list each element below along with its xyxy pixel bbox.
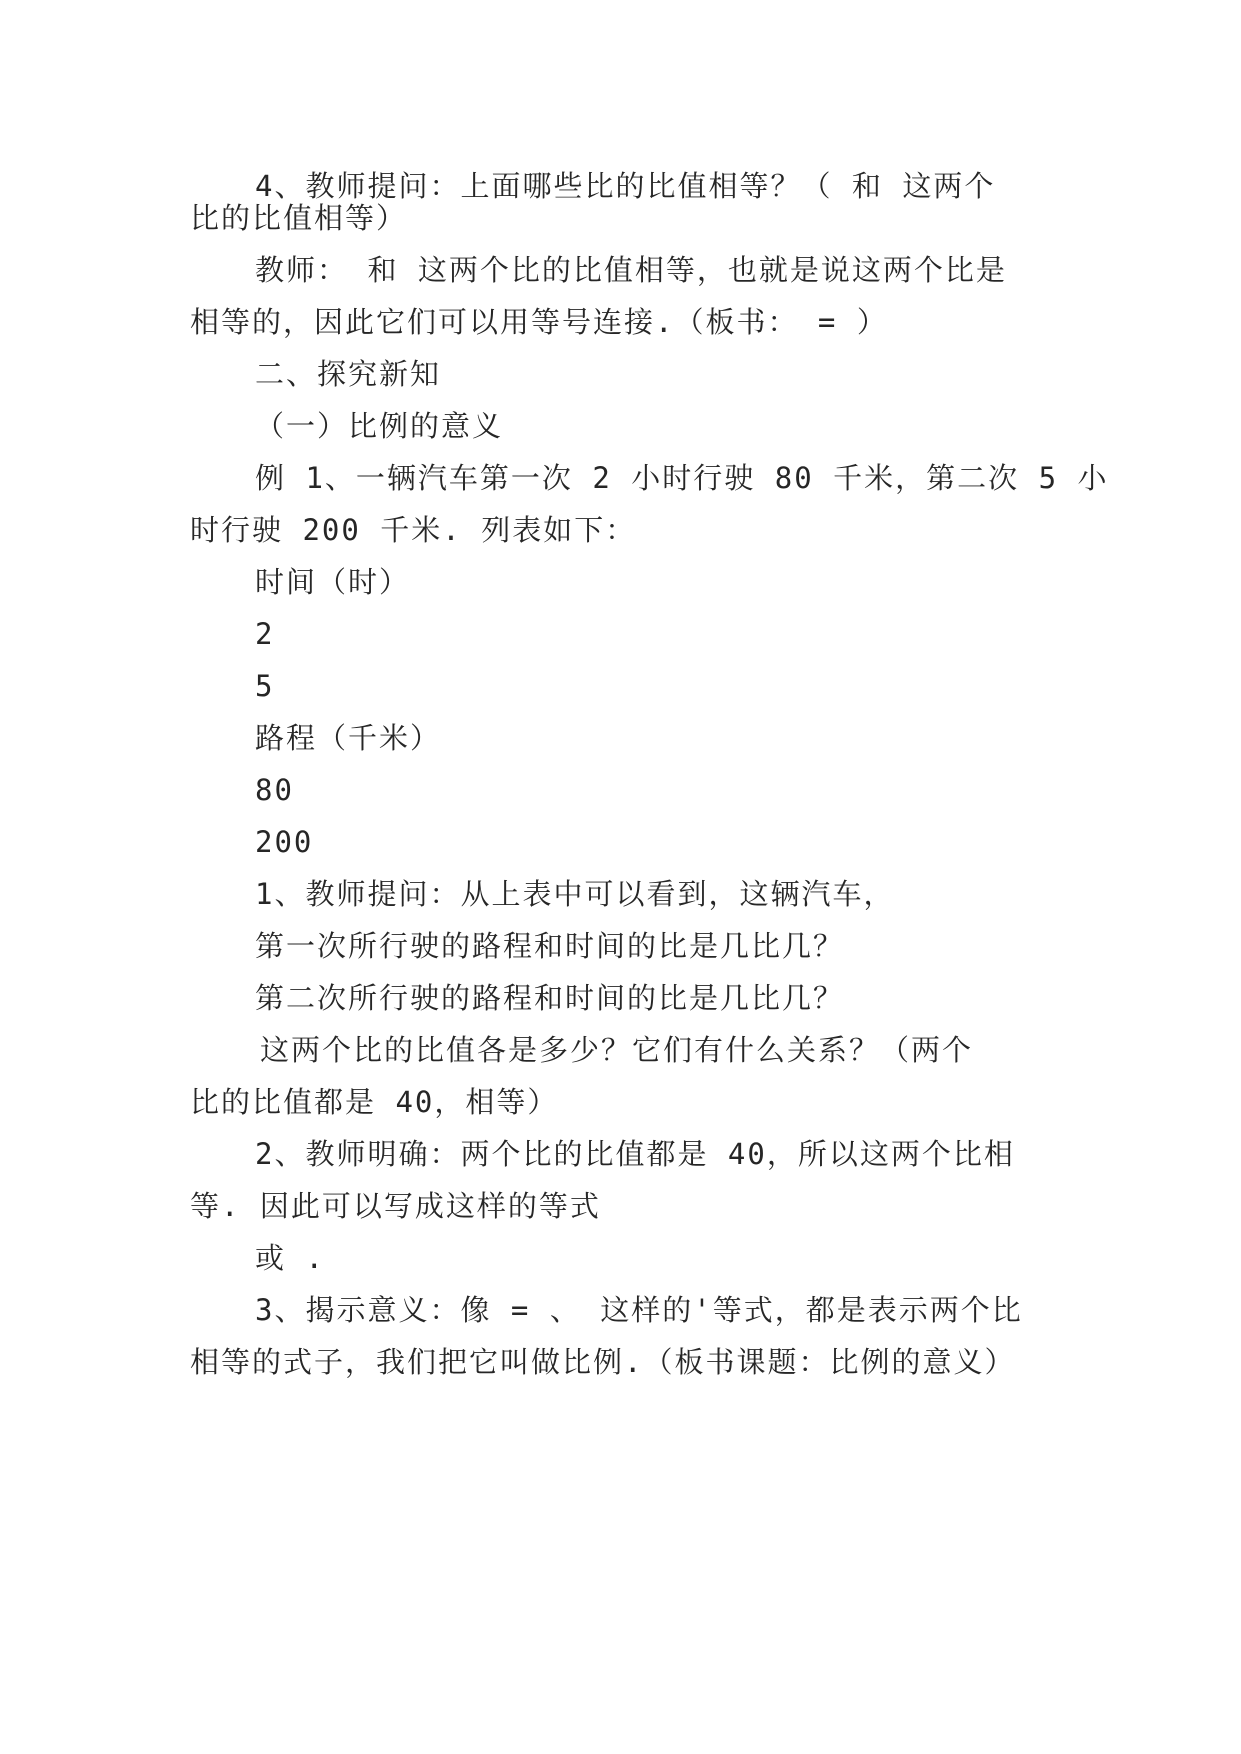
text-line: 相等的式子，我们把它叫做比例.（板书课题：比例的意义） [190, 1345, 1016, 1379]
text-line: 第二次所行驶的路程和时间的比是几比几？ [255, 981, 845, 1015]
section-heading: 二、探究新知 [255, 357, 442, 391]
text-line: 等. 因此可以写成这样的等式 [190, 1189, 601, 1223]
text-line: 比的比值都是 40，相等） [190, 1085, 559, 1119]
text-line: 这两个比的比值各是多少？它们有什么关系？（两个 [260, 1033, 974, 1067]
text-line: 相等的，因此它们可以用等号连接.（板书： = ） [190, 305, 888, 339]
text-line: 4、教师提问：上面哪些比的比值相等？（ 和 这两个 [255, 169, 996, 203]
text-line: 1、教师提问：从上表中可以看到，这辆汽车， [255, 877, 895, 911]
text-line: 3、揭示意义：像 = 、 这样的'等式，都是表示两个比 [255, 1293, 1023, 1327]
text-line: 第一次所行驶的路程和时间的比是几比几？ [255, 929, 845, 963]
text-line: 教师： 和 这两个比的比值相等，也就是说这两个比是 [255, 253, 1007, 287]
text-line: 例 1、一辆汽车第一次 2 小时行驶 80 千米，第二次 5 小 [255, 461, 1109, 495]
table-cell: 5 [255, 669, 275, 703]
table-cell: 200 [255, 825, 314, 859]
subsection-heading: （一）比例的意义 [255, 409, 504, 443]
table-cell: 时间（时） [255, 565, 411, 599]
text-line: 比的比值相等） [190, 201, 408, 235]
table-cell: 2 [255, 617, 275, 651]
text-line: 2、教师明确：两个比的比值都是 40，所以这两个比相 [255, 1137, 1015, 1171]
table-cell: 80 [255, 773, 294, 807]
text-line: 时行驶 200 千米. 列表如下： [190, 513, 637, 547]
text-line: 或 . [255, 1241, 325, 1275]
table-cell: 路程（千米） [255, 721, 442, 755]
